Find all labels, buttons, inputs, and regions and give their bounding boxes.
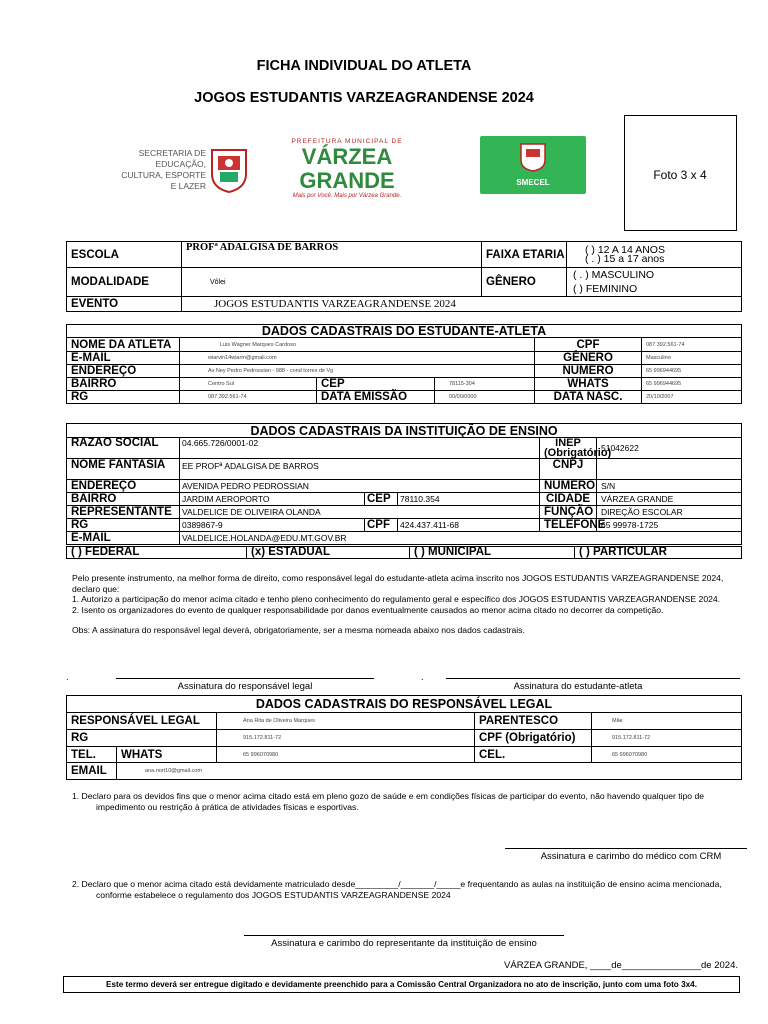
school-table (66, 423, 742, 545)
modalidade-value[interactable]: Vôlei (182, 268, 482, 297)
student-section-title: DADOS CADASTRAIS DO ESTUDANTE-ATLETA (67, 325, 742, 338)
sig-responsavel-label: Assinatura do responsável legal (177, 681, 313, 692)
school-cidade-label: CIDADE (540, 493, 597, 506)
school-bairro-label: BAIRRO (67, 493, 180, 506)
student-cep-label: CEP (317, 378, 435, 391)
student-genero-value[interactable]: Masculino (642, 352, 742, 365)
student-numero-label: NUMERO (535, 365, 642, 378)
school-section-title: DADOS CADASTRAIS DA INSTITUIÇÃO DE ENSINO (67, 424, 742, 438)
guardian-whats-label: WHATS (117, 747, 217, 763)
genero-option-masculino[interactable]: ( . ) MASCULINO (573, 269, 655, 281)
enrollment-sig-label: Assinatura e carimbo do representante da instituição de ensino (271, 938, 537, 949)
school-fantasia-label: NOME FANTASIA (67, 459, 180, 480)
school-telefone-label: TELEFONE (540, 519, 597, 532)
guardian-rg-label: RG (67, 730, 217, 747)
genero-label: GÊNERO (482, 268, 567, 297)
secretaria-logo-text: SECRETARIA DE EDUCAÇÃO, CULTURA, ESPORTE E LAZER (121, 148, 206, 191)
school-email-label: E-MAIL (67, 532, 180, 545)
school-endereco-label: ENDEREÇO (67, 480, 180, 493)
student-endereco-value[interactable]: Av Ney Pedro Pedrossian - 988 - cond torres de Vg (180, 365, 535, 378)
school-razao-value[interactable]: 04.665.726/0001-02 (180, 438, 540, 459)
school-funcao-value[interactable]: DIREÇÃO ESCOLAR (597, 506, 742, 519)
guardian-email-label: EMAIL (67, 763, 117, 780)
student-numero-value[interactable]: 65 996944695 (642, 365, 742, 378)
school-cpf-value[interactable]: 424.437.411-68 (398, 519, 540, 532)
medical-declaration: 1. Declaro para os devidos fins que o menor acima citado está em pleno gozo de saúde e em condições físicas de participar do evento, não havendo qualquer tipo de impedimento ou restrição à prática de atividades físicas e esportivas. (72, 791, 705, 812)
student-email-label: E-MAIL (67, 352, 180, 365)
school-cep-value[interactable]: 78110.354 (398, 493, 540, 506)
student-cep-value[interactable]: 78115-304 (435, 378, 535, 391)
genero-option-feminino[interactable]: ( ) FEMININO (573, 283, 638, 295)
school-type-municipal[interactable]: ( ) MUNICIPAL (410, 547, 575, 559)
sig-estudante-label: Assinatura do estudante-atleta (513, 681, 643, 692)
student-email-value[interactable]: wiarvin14wiarm@gmail.com (180, 352, 535, 365)
footer-notice: Este termo deverá ser entregue digitado e devidamente preenchido para a Comissão Central Organizadora no ato de inscrição, junto com uma foto 3x4. (63, 976, 740, 993)
school-rg-value[interactable]: 0389867-9 (180, 519, 365, 532)
student-cpf-value[interactable]: 087.392.561-74 (642, 338, 742, 352)
school-cnpj-label: CNPJ (540, 459, 597, 480)
faixa-options[interactable] (567, 242, 742, 268)
student-bairro-value[interactable]: Centro Sul (180, 378, 317, 391)
student-bairro-label: BAIRRO (67, 378, 180, 391)
faixa-option-12-14[interactable]: ( ) 12 A 14 ANOS (585, 243, 665, 256)
sig-line-responsavel[interactable] (116, 678, 374, 679)
school-bairro-value[interactable]: JARDIM AEROPORTO (180, 493, 365, 506)
school-representante-label: REPRESENTANTE (67, 506, 180, 519)
student-table (66, 324, 742, 404)
student-whats-value[interactable]: 65 996944695 (642, 378, 742, 391)
school-cpf-label: CPF (365, 519, 398, 532)
school-fantasia-value[interactable]: EE PROFª ADALGISA DE BARROS (180, 459, 540, 480)
school-inep-label: INEP (Obrigatório) (540, 438, 597, 459)
escola-label: ESCOLA (67, 242, 182, 268)
guardian-section-title: DADOS CADASTRAIS DO RESPONSÁVEL LEGAL (67, 696, 742, 713)
guardian-rg-value[interactable]: 915.172.811-72 (217, 730, 475, 747)
guardian-tel-label: TEL. (67, 747, 117, 763)
school-representante-value[interactable]: VALDELICE DE OLIVEIRA OLANDA (180, 506, 540, 519)
evento-label: EVENTO (67, 297, 182, 312)
student-nasc-value[interactable]: 20/10/2007 (642, 391, 742, 404)
prefeitura-slogan: Mais por Você. Mais por Várzea Grande. (292, 193, 402, 199)
guardian-cel-label: CEL. (475, 747, 592, 763)
school-type-particular[interactable]: ( ) PARTICULAR (575, 547, 742, 559)
form-subtitle: JOGOS ESTUDANTIS VARZEAGRANDENSE 2024 (194, 90, 534, 106)
prefeitura-top: PREFEITURA MUNICIPAL DE (291, 138, 403, 145)
medical-sig-line[interactable] (505, 848, 747, 849)
enrollment-declaration: 2. Declaro que o menor acima citado está devidamente matriculado desde_________/_______/_____e frequentando as aulas na instituição de ensino acima mencionada, conforme estabelece o regulamento dos JOGOS ESTUDANTIS VARZEAGRANDENSE 2024 (72, 879, 722, 900)
school-cnpj-value[interactable] (597, 459, 742, 480)
guardian-cel-value[interactable]: 65 996070980 (592, 747, 742, 763)
photo-box (624, 115, 737, 231)
school-rg-label: RG (67, 519, 180, 532)
prefeitura-logo (258, 138, 436, 199)
medical-sig-label: Assinatura e carimbo do médico com CRM (540, 851, 722, 862)
secretaria-logo (118, 148, 206, 190)
faixa-label: FAIXA ETARIA (482, 242, 567, 268)
school-telefone-value[interactable]: 65 99978-1725 (597, 519, 742, 532)
modalidade-label: MODALIDADE (67, 268, 182, 297)
school-inep-value[interactable]: 51042622 (597, 438, 742, 459)
declaration-block (72, 573, 740, 636)
sig-dot-left: . (66, 672, 69, 682)
guardian-parentesco-value[interactable]: Mãe (592, 713, 742, 730)
school-funcao-label: FUNÇÃO (540, 506, 597, 519)
guardian-responsavel-label: RESPONSÁVEL LEGAL (67, 713, 217, 730)
student-cpf-label: CPF (535, 338, 642, 352)
school-numero-label: NUMERO (540, 480, 597, 493)
student-emissao-label: DATA EMISSÃO (317, 391, 435, 404)
student-nome-value[interactable]: Luis Wagner Marques Cardoso (180, 338, 535, 352)
sig-line-estudante[interactable] (446, 678, 740, 679)
prefeitura-name: VÁRZEA GRANDE (299, 144, 395, 193)
school-cidade-value[interactable]: VÁRZEA GRANDE (597, 493, 742, 506)
school-razao-label: RAZAO SOCIAL (67, 438, 180, 459)
student-nasc-label: DATA NASC. (535, 391, 642, 404)
student-genero-label: GÊNERO (535, 352, 642, 365)
escola-value[interactable]: PROFª ADALGISA DE BARROS (182, 242, 482, 268)
enrollment-sig-line[interactable] (244, 935, 564, 936)
guardian-cpf-value[interactable]: 915.172.811-72 (592, 730, 742, 747)
student-whats-label: WHATS (535, 378, 642, 391)
guardian-email-value[interactable]: ana.nort10@gmail.com (117, 763, 742, 780)
smecel-label: SMECEL (516, 178, 550, 187)
school-type-federal[interactable]: ( ) FEDERAL (67, 547, 247, 559)
guardian-responsavel-value[interactable]: Ana Rita de Oliveira Marques (217, 713, 475, 730)
smecel-emblem-icon (518, 142, 548, 172)
smecel-logo (480, 136, 586, 194)
photo-label: Foto 3 x 4 (653, 168, 707, 182)
declaration-intro: Pelo presente instrumento, na melhor forma de direito, como responsável legal do estudante-atleta acima inscrito nos JOGOS ESTUDANTIS VARZEAGRANDENSE 2024, declaro que: (72, 573, 724, 594)
date-line: VÁRZEA GRANDE, ____de_______________de 2024. (504, 960, 738, 971)
student-endereco-label: ENDEREÇO (67, 365, 180, 378)
form-title: FICHA INDIVIDUAL DO ATLETA (256, 58, 472, 74)
school-endereco-value[interactable]: AVENIDA PEDRO PEDROSSIAN (180, 480, 540, 493)
school-numero-value[interactable]: S/N (597, 480, 742, 493)
school-email-value[interactable]: VALDELICE.HOLANDA@EDU.MT.GOV.BR (180, 532, 742, 545)
declaration-item-1: 1. Autorizo a participação do menor acima citado e tenho pleno conhecimento do regulamento geral e específico dos JOGOS ESTUDANTIS VARZEAGRANDENSE 2024. (72, 594, 721, 604)
event-table (66, 241, 742, 312)
student-rg-value[interactable]: 087.392.561-74 (180, 391, 317, 404)
declaration-item-2: 2. Isento os organizadores do evento de qualquer responsabilidade por danos eventualmente causados ao menor acima citado no decorrer da competição. (72, 604, 664, 615)
guardian-table (66, 695, 742, 780)
sig-dot-right: . (421, 672, 424, 682)
evento-value[interactable]: JOGOS ESTUDANTIS VARZEAGRANDENSE 2024 (182, 297, 742, 312)
faixa-option-15-17[interactable]: ( . ) 15 a 17 anos (585, 252, 665, 265)
student-nome-label: NOME DA ATLETA (67, 338, 180, 352)
guardian-parentesco-label: PARENTESCO (475, 713, 592, 730)
student-rg-label: RG (67, 391, 180, 404)
guardian-cpf-label: CPF (Obrigatório) (475, 730, 592, 747)
school-type-estadual[interactable]: (x) ESTADUAL (247, 547, 410, 559)
school-type-options (66, 546, 742, 559)
genero-options[interactable] (567, 268, 742, 297)
school-cep-label: CEP (365, 493, 398, 506)
student-emissao-value[interactable]: 00/00/0000 (435, 391, 535, 404)
declaration-obs: Obs: A assinatura do responsável legal deverá, obrigatoriamente, ser a mesma nomeada abaixo nos dados cadastrais. (72, 625, 525, 635)
coat-of-arms-icon (206, 146, 252, 194)
guardian-whats-value[interactable]: 65 996070980 (217, 747, 475, 763)
